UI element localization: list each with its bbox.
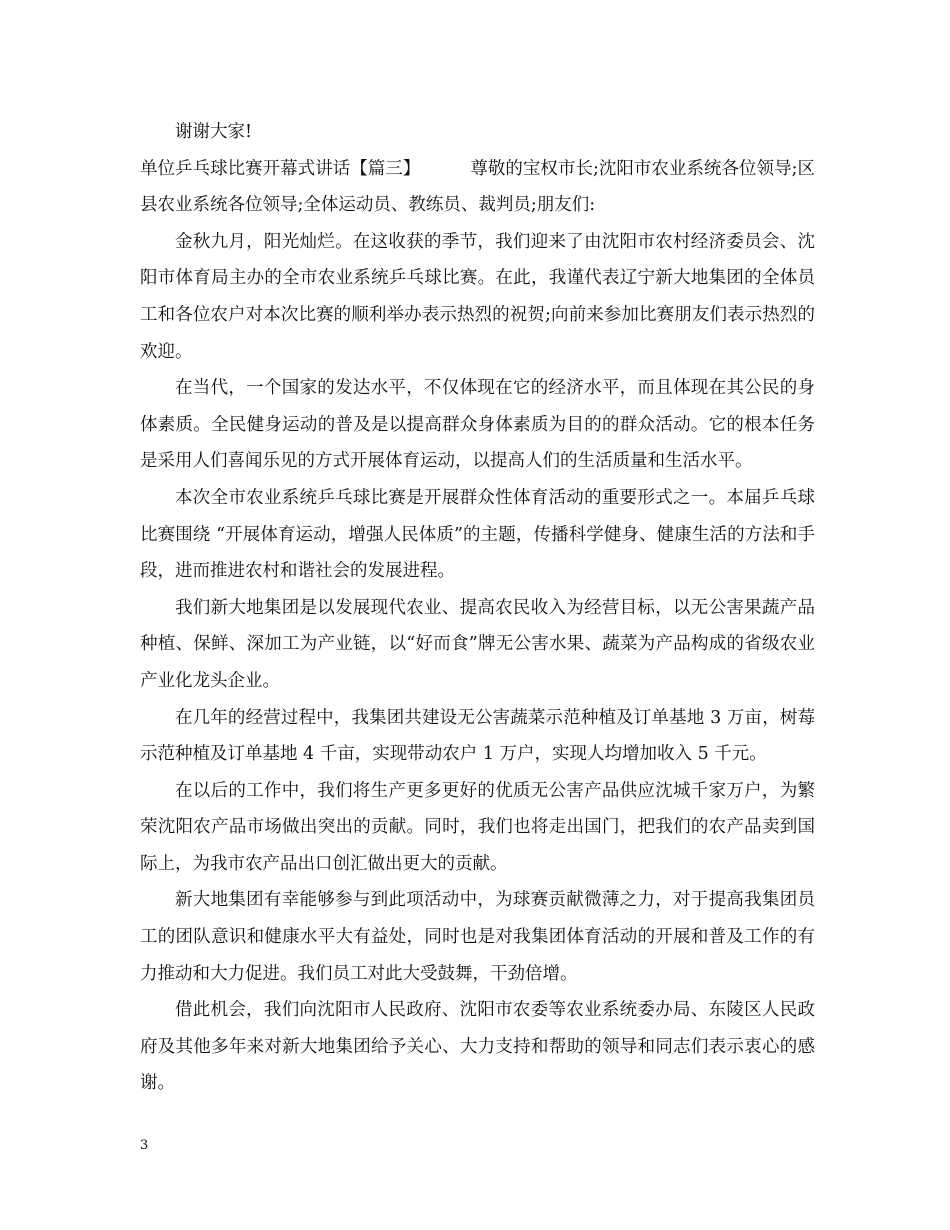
paragraph-4: 我们新大地集团是以发展现代农业、提高农民收入为经营目标，以无公害果蔬产品种植、保鲜、深加工为产业链，以“好而食”牌无公害水果、蔬菜为产品构成的省级农业产业化龙头企业。 bbox=[140, 597, 815, 691]
paragraph-5: 在几年的经营过程中，我集团共建设无公害蔬菜示范种植及订单基地 3 万亩，树莓示范种植及订单基地 4 千亩，实现带动农户 1 万户，实现人均增加收入 5 千元。 bbox=[140, 707, 815, 765]
salutation: 尊敬的宝权市长;沈阳市农业系统各位领导;区县农业系统各位领导;全体运动员、教练员、裁判员;朋友们: bbox=[140, 158, 816, 216]
paragraph-3: 本次全市农业系统乒乓球比赛是开展群众性体育活动的重要形式之一。本届乒乓球比赛围绕 “开展体育运动，增强人民体质”的主题，传播科学健身、健康生活的方法和手段，进而推进农村和谐社会的发展进程。 bbox=[140, 487, 815, 582]
document-body bbox=[140, 114, 815, 1102]
section-heading-line bbox=[140, 151, 815, 224]
paragraph-7: 新大地集团有幸能够参与到此项活动中，为球赛贡献微薄之力，对于提高我集团员工的团队意识和健康水平大有益处，同时也是对我集团体育活动的开展和普及工作的有力推动和大力促进。我们员工对此大受鼓舞，干劲倍增。 bbox=[140, 890, 815, 984]
closing-thanks: 谢谢大家! bbox=[175, 122, 253, 142]
page-number: 3 bbox=[140, 1138, 149, 1153]
paragraph-6: 在以后的工作中，我们将生产更多更好的优质无公害产品供应沈城千家万户，为繁荣沈阳农产品市场做出突出的贡献。同时，我们也将走出国门，把我们的农产品卖到国际上，为我市农产品出口创汇做出更大的贡献。 bbox=[140, 780, 815, 874]
paragraph-1: 金秋九月，阳光灿烂。在这收获的季节，我们迎来了由沈阳市农村经济委员会、沈阳市体育局主办的全市农业系统乒乓球比赛。在此，我谨代表辽宁新大地集团的全体员工和各位农户对本次比赛的顺利举办表示热烈的祝贺;向前来参加比赛朋友们表示热烈的欢迎。 bbox=[140, 231, 815, 362]
section-title: 单位乒乓球比赛开幕式讲话【篇三】 bbox=[140, 158, 421, 179]
paragraph-8: 借此机会，我们向沈阳市人民政府、沈阳市农委等农业系统委办局、东陵区人民政府及其他多年来对新大地集团给予关心、大力支持和帮助的领导和同志们表示衷心的感谢。 bbox=[140, 1000, 815, 1094]
paragraph-2: 在当代，一个国家的发达水平，不仅体现在它的经济水平，而且体现在其公民的身体素质。全民健身运动的普及是以提高群众身体素质为目的的群众活动。它的根本任务是采用人们喜闻乐见的方式开展体育运动，以提高人们的生活质量和生活水平。 bbox=[140, 378, 815, 472]
